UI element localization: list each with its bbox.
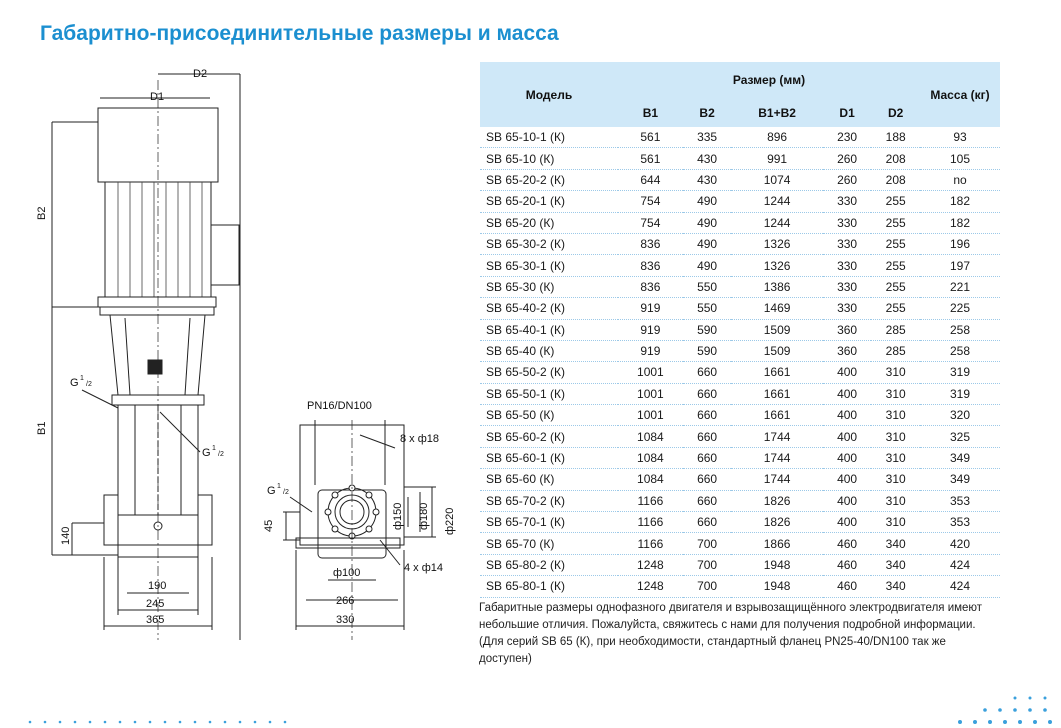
table-cell: 1084: [618, 447, 683, 468]
table-cell: 424: [920, 554, 1000, 575]
table-cell: 1001: [618, 383, 683, 404]
table-cell: 353: [920, 512, 1000, 533]
dim-190: 190: [148, 580, 167, 592]
table-cell: 330: [823, 233, 872, 254]
table-cell: 330: [823, 212, 872, 233]
table-cell: SB 65-30 (К): [480, 276, 618, 297]
table-cell: SB 65-80-2 (К): [480, 554, 618, 575]
table-cell: 460: [823, 533, 872, 554]
dim-b1: B1: [36, 421, 48, 435]
table-cell: SB 65-50 (К): [480, 405, 618, 426]
table-cell: SB 65-80-1 (К): [480, 576, 618, 597]
dim-100: ф100: [333, 567, 361, 579]
dim-d2: D2: [193, 68, 208, 80]
table-cell: 330: [823, 191, 872, 212]
svg-text:/2: /2: [283, 489, 289, 496]
table-cell: 1166: [618, 512, 683, 533]
table-cell: 1509: [731, 340, 822, 361]
table-row: [480, 298, 1000, 319]
table-row: [480, 191, 1000, 212]
table-row: [480, 212, 1000, 233]
table-cell: SB 65-40 (К): [480, 340, 618, 361]
table-cell: 1166: [618, 533, 683, 554]
header-b2: B2: [683, 98, 732, 127]
table-cell: 353: [920, 490, 1000, 511]
table-cell: 490: [683, 233, 732, 254]
table-cell: 330: [823, 276, 872, 297]
table-cell: SB 65-70 (К): [480, 533, 618, 554]
svg-text:1: 1: [80, 375, 84, 382]
table-cell: 1661: [731, 362, 822, 383]
table-cell: 660: [683, 490, 732, 511]
table-cell: 330: [823, 298, 872, 319]
table-row: [480, 383, 1000, 404]
table-cell: 561: [618, 148, 683, 169]
table-cell: 310: [871, 469, 920, 490]
table-cell: 590: [683, 319, 732, 340]
table-cell: 490: [683, 191, 732, 212]
table-cell: 836: [618, 276, 683, 297]
table-cell: 754: [618, 212, 683, 233]
table-cell: SB 65-60-1 (К): [480, 447, 618, 468]
table-cell: 360: [823, 319, 872, 340]
table-cell: 1326: [731, 255, 822, 276]
table-cell: 420: [920, 533, 1000, 554]
g-label-1: G: [70, 377, 79, 389]
table-cell: 1826: [731, 490, 822, 511]
svg-text:/2: /2: [86, 381, 92, 388]
dim-140: 140: [60, 526, 72, 545]
table-cell: 400: [823, 405, 872, 426]
table-cell: 1084: [618, 426, 683, 447]
table-cell: 360: [823, 340, 872, 361]
table-cell: 836: [618, 255, 683, 276]
table-cell: 1948: [731, 576, 822, 597]
table-row: [480, 340, 1000, 361]
table-cell: SB 65-40-2 (К): [480, 298, 618, 319]
table-cell: 310: [871, 490, 920, 511]
svg-text:1: 1: [212, 445, 216, 452]
table-cell: 550: [683, 298, 732, 319]
footnote-line-2: (Для серий SB 65 (К), при необходимости, стандартный фланец PN25-40/DN100 так же доступен): [479, 636, 946, 665]
table-cell: 230: [823, 127, 872, 148]
table-cell: 182: [920, 191, 1000, 212]
table-cell: 225: [920, 298, 1000, 319]
table-cell: 660: [683, 512, 732, 533]
table-cell: 400: [823, 362, 872, 383]
table-cell: 1866: [731, 533, 822, 554]
table-cell: 349: [920, 469, 1000, 490]
table-row: [480, 405, 1000, 426]
page-title: Габаритно-присоединительные размеры и масса: [40, 22, 559, 45]
dim-150: ф150: [392, 502, 404, 530]
table-cell: 754: [618, 191, 683, 212]
spec-table: [480, 62, 1000, 598]
table-cell: 700: [683, 533, 732, 554]
table-cell: 320: [920, 405, 1000, 426]
table-cell: 1166: [618, 490, 683, 511]
table-cell: 258: [920, 340, 1000, 361]
table-cell: 196: [920, 233, 1000, 254]
footnote-line-1: Габаритные размеры однофазного двигателя и взрывозащищённого электродвигателя имеют небольшие отличия. Пожалуйста, свяжитесь с нами для получения подробной информации.: [479, 602, 983, 631]
table-cell: 258: [920, 319, 1000, 340]
table-cell: 660: [683, 447, 732, 468]
table-cell: 1244: [731, 212, 822, 233]
table-cell: 310: [871, 426, 920, 447]
header-d2: D2: [871, 98, 920, 127]
table-cell: 260: [823, 148, 872, 169]
table-cell: SB 65-10 (К): [480, 148, 618, 169]
table-cell: 182: [920, 212, 1000, 233]
table-cell: 325: [920, 426, 1000, 447]
table-cell: SB 65-70-1 (К): [480, 512, 618, 533]
table-cell: 208: [871, 148, 920, 169]
table-cell: 1661: [731, 383, 822, 404]
table-cell: 1744: [731, 426, 822, 447]
table-cell: 400: [823, 447, 872, 468]
table-row: [480, 127, 1000, 148]
table-cell: 1326: [731, 233, 822, 254]
table-cell: 310: [871, 447, 920, 468]
table-cell: 490: [683, 212, 732, 233]
table-cell: 319: [920, 383, 1000, 404]
dim-365: 365: [146, 614, 165, 626]
table-cell: 1248: [618, 554, 683, 575]
table-cell: 660: [683, 469, 732, 490]
table-row: [480, 362, 1000, 383]
table-cell: 1826: [731, 512, 822, 533]
table-cell: 550: [683, 276, 732, 297]
dim-245: 245: [146, 598, 165, 610]
table-cell: SB 65-20-1 (К): [480, 191, 618, 212]
table-row: [480, 576, 1000, 597]
table-cell: 400: [823, 383, 872, 404]
table-cell: 1244: [731, 191, 822, 212]
table-cell: 340: [871, 554, 920, 575]
dim-266: 266: [336, 595, 355, 607]
table-cell: 424: [920, 576, 1000, 597]
table-cell: 335: [683, 127, 732, 148]
table-cell: 919: [618, 319, 683, 340]
table-row: [480, 169, 1000, 190]
table-cell: 919: [618, 298, 683, 319]
dim-330: 330: [336, 614, 355, 626]
table-cell: 644: [618, 169, 683, 190]
table-cell: 660: [683, 383, 732, 404]
table-row: [480, 554, 1000, 575]
table-row: [480, 533, 1000, 554]
table-cell: 1001: [618, 405, 683, 426]
table-cell: 208: [871, 169, 920, 190]
pn-label: PN16/DN100: [307, 400, 372, 412]
table-cell: 349: [920, 447, 1000, 468]
table-cell: 1744: [731, 447, 822, 468]
footnote: [479, 600, 999, 668]
table-cell: SB 65-50-1 (К): [480, 383, 618, 404]
table-cell: 430: [683, 148, 732, 169]
dim-d1: D1: [150, 91, 165, 103]
table-cell: 285: [871, 319, 920, 340]
table-cell: 310: [871, 383, 920, 404]
table-cell: 1469: [731, 298, 822, 319]
table-cell: 1509: [731, 319, 822, 340]
table-cell: 460: [823, 576, 872, 597]
table-cell: 255: [871, 298, 920, 319]
svg-text:/2: /2: [218, 451, 224, 458]
table-cell: 310: [871, 405, 920, 426]
table-cell: 1948: [731, 554, 822, 575]
table-cell: SB 65-60 (К): [480, 469, 618, 490]
table-cell: 660: [683, 362, 732, 383]
table-row: [480, 276, 1000, 297]
table-row: [480, 426, 1000, 447]
table-cell: 255: [871, 276, 920, 297]
table-cell: 255: [871, 212, 920, 233]
table-cell: 319: [920, 362, 1000, 383]
table-cell: 400: [823, 512, 872, 533]
holes-bottom: 4 x ф14: [404, 562, 444, 574]
table-cell: 430: [683, 169, 732, 190]
dim-180: ф180: [418, 502, 430, 530]
table-cell: 700: [683, 576, 732, 597]
table-cell: 490: [683, 255, 732, 276]
table-cell: 660: [683, 405, 732, 426]
table-cell: 255: [871, 255, 920, 276]
table-cell: SB 65-10-1 (К): [480, 127, 618, 148]
table-cell: 1084: [618, 469, 683, 490]
table-cell: 919: [618, 340, 683, 361]
header-b1b2: B1+B2: [731, 98, 822, 127]
table-cell: 340: [871, 576, 920, 597]
table-cell: 460: [823, 554, 872, 575]
table-cell: SB 65-40-1 (К): [480, 319, 618, 340]
header-b1: B1: [618, 98, 683, 127]
table-row: [480, 490, 1000, 511]
table-cell: 93: [920, 127, 1000, 148]
g-label-3: G: [267, 485, 276, 497]
dim-220: ф220: [444, 507, 456, 535]
table-row: [480, 512, 1000, 533]
pump-drawing: [0, 60, 470, 660]
dim-b2: B2: [36, 206, 48, 220]
table-cell: 260: [823, 169, 872, 190]
table-cell: 561: [618, 127, 683, 148]
table-row: [480, 447, 1000, 468]
g-label-2: G: [202, 447, 211, 459]
table-row: [480, 319, 1000, 340]
table-cell: 105: [920, 148, 1000, 169]
table-row: [480, 233, 1000, 254]
table-cell: 400: [823, 490, 872, 511]
table-cell: 330: [823, 255, 872, 276]
table-cell: 340: [871, 533, 920, 554]
header-d1: D1: [823, 98, 872, 127]
spec-table-body: [480, 127, 1000, 597]
dim-45: 45: [263, 519, 275, 532]
table-cell: 1074: [731, 169, 822, 190]
table-cell: 700: [683, 554, 732, 575]
table-cell: 400: [823, 426, 872, 447]
table-row: [480, 469, 1000, 490]
table-cell: 188: [871, 127, 920, 148]
table-cell: SB 65-70-2 (К): [480, 490, 618, 511]
table-cell: SB 65-30-1 (К): [480, 255, 618, 276]
table-cell: 310: [871, 362, 920, 383]
terminal-box: [211, 225, 239, 285]
table-cell: 400: [823, 469, 872, 490]
table-cell: 221: [920, 276, 1000, 297]
table-cell: 1744: [731, 469, 822, 490]
table-cell: 896: [731, 127, 822, 148]
table-cell: 285: [871, 340, 920, 361]
table-cell: 1248: [618, 576, 683, 597]
table-row: [480, 148, 1000, 169]
table-row: [480, 255, 1000, 276]
table-cell: 836: [618, 233, 683, 254]
table-cell: 660: [683, 426, 732, 447]
table-cell: 1386: [731, 276, 822, 297]
table-cell: 1661: [731, 405, 822, 426]
table-cell: SB 65-20 (К): [480, 212, 618, 233]
table-cell: no: [920, 169, 1000, 190]
header-mass: Масса (кг): [920, 62, 1000, 127]
table-cell: SB 65-20-2 (К): [480, 169, 618, 190]
table-cell: SB 65-60-2 (К): [480, 426, 618, 447]
header-model: Модель: [480, 62, 618, 127]
holes-top: 8 x ф18: [400, 433, 440, 445]
table-cell: 255: [871, 233, 920, 254]
table-cell: SB 65-30-2 (К): [480, 233, 618, 254]
svg-text:1: 1: [277, 483, 281, 490]
table-cell: 197: [920, 255, 1000, 276]
header-size: Размер (мм): [618, 62, 920, 98]
table-cell: 991: [731, 148, 822, 169]
table-cell: 590: [683, 340, 732, 361]
table-cell: SB 65-50-2 (К): [480, 362, 618, 383]
table-cell: 310: [871, 512, 920, 533]
table-cell: 1001: [618, 362, 683, 383]
decorative-dots: [0, 690, 1061, 728]
table-cell: 255: [871, 191, 920, 212]
